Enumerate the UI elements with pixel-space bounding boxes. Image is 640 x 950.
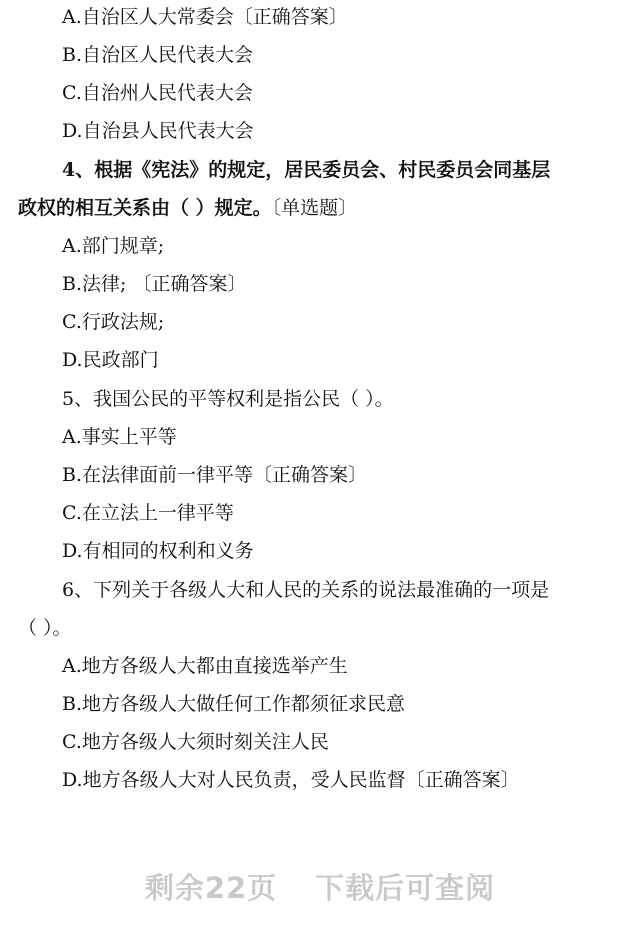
q5-option-a: A.事实上平等 bbox=[62, 426, 177, 448]
q4-question-line-2 bbox=[0, 195, 640, 221]
q4-option-c: C.行政法规; bbox=[62, 311, 165, 333]
q4-question-type: 〔单选题〕 bbox=[271, 197, 358, 219]
download-prompt[interactable] bbox=[0, 866, 640, 907]
q3-option-a: A.自治区人大常委会〔正确答案〕 bbox=[62, 6, 348, 28]
q5-option-c: C.在立法上一律平等 bbox=[62, 502, 234, 524]
q6-question-line-2: （ ）。 bbox=[18, 617, 72, 639]
q3-option-c: C.自治州人民代表大会 bbox=[62, 82, 253, 104]
q5-question: 5、我国公民的平等权利是指公民（ ）。 bbox=[62, 388, 394, 410]
q5-option-b: B.在法律面前一律平等〔正确答案〕 bbox=[62, 464, 368, 486]
remaining-pages-text: 剩余22页 bbox=[144, 871, 278, 905]
q4-option-d: D.民政部门 bbox=[62, 349, 159, 371]
q6-question-line-1: 6、下列关于各级人大和人民的关系的说法最准确的一项是 bbox=[62, 579, 550, 601]
q4-option-a: A.部门规章; bbox=[62, 235, 165, 257]
q4-question-text: 政权的相互关系由（ ）规定。 bbox=[18, 197, 272, 219]
q6-option-d: D.地方各级人大对人民负责，受人民监督〔正确答案〕 bbox=[62, 769, 520, 791]
q6-option-c: C.地方各级人大须时刻关注人民 bbox=[62, 731, 329, 753]
q6-option-a: A.地方各级人大都由直接选举产生 bbox=[62, 655, 348, 677]
q4-option-b: B.法律; 〔正确答案〕 bbox=[62, 273, 247, 295]
q5-option-d: D.有相同的权利和义务 bbox=[62, 540, 254, 562]
q3-option-d: D.自治县人民代表大会 bbox=[62, 120, 254, 142]
q3-option-b: B.自治区人民代表大会 bbox=[62, 44, 254, 66]
q4-question-line-1: 4、根据《宪法》的规定，居民委员会、村民委员会同基层 bbox=[62, 159, 551, 181]
download-to-view-text: 下载后可查阅 bbox=[315, 871, 496, 905]
q6-option-b: B.地方各级人大做任何工作都须征求民意 bbox=[62, 693, 406, 715]
